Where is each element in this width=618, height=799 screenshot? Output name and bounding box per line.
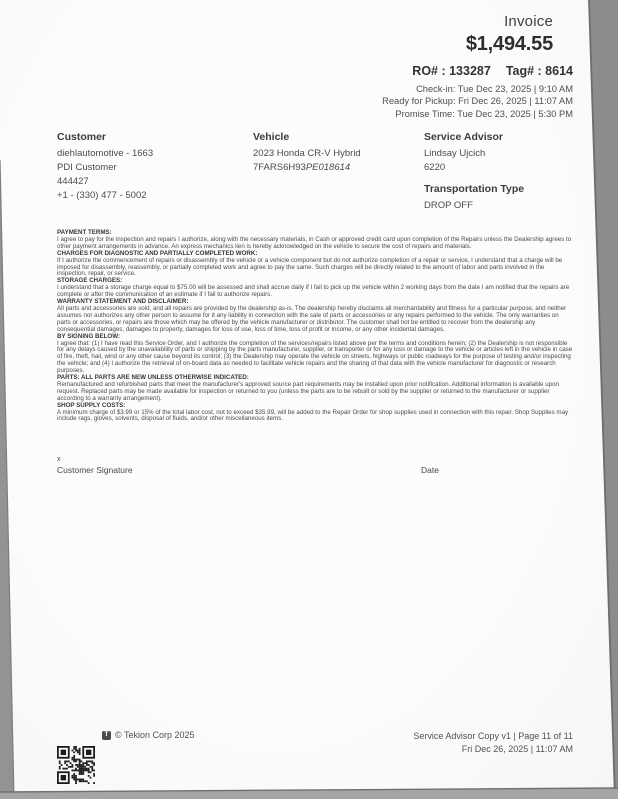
copyright-text: © Tekion Corp 2025 [115, 730, 195, 740]
service-advisor-name: Lindsay Ujcich [424, 148, 486, 159]
vehicle-model: 2023 Honda CR-V Hybrid [253, 148, 361, 159]
customer-type: PDI Customer [57, 162, 117, 173]
invoice-title: Invoice [504, 13, 553, 30]
signature-x-mark: x [57, 456, 61, 463]
checkin-line: Check-in: Tue Dec 23, 2025 | 9:10 AM [416, 84, 573, 94]
customer-id: 444427 [57, 176, 89, 187]
terms-section [57, 251, 573, 279]
terms-section [57, 299, 573, 334]
transportation-heading: Transportation Type [424, 183, 525, 195]
invoice-total-block [466, 13, 553, 56]
terms-section [57, 403, 573, 424]
customer-section [57, 131, 242, 203]
terms-heading: BY SIGNING BELOW: [57, 332, 121, 340]
terms-heading: PAYMENT TERMS: [57, 229, 112, 236]
terms-section [57, 375, 573, 403]
vehicle-heading: Vehicle [253, 131, 290, 143]
tag-number: Tag# : 8614 [505, 64, 573, 78]
footer-copyright-row [102, 730, 195, 740]
service-advisor-number: 6220 [424, 162, 446, 173]
service-advisor-section [424, 131, 574, 213]
copy-version-page: Service Advisor Copy v1 | Page 11 of 11 [413, 731, 573, 741]
vin-suffix: PE018614 [305, 162, 351, 173]
date-label: Date [421, 465, 439, 475]
terms-body: I agree to pay for the inspection and repairs I authorize, along with the necessary materials, in Cash or approved credit card upon completion of the Repairs unless the Dealership agrees to other payment arrangements in advance. An express mechanics lien is hereby acknowledged on the vehicle to secure the cost of repairs and materials. [57, 235, 572, 250]
vehicle-vin [253, 161, 418, 175]
terms-body: I agree that: (1) I have read this Service Order, and I authorize the completion of the services/repairs listed above per the terms and conditions herein; (2) the Dealership is not responsible for any delays caused by the unavailability of parts or shipping by the parts manufacturer, supplier, or transporter or for any loss or damage to the vehicle or articles left in the vehicle in case of fire, theft, hail, wind or any other cause beyond its control; (3) the Dealership may operate the vehicle on streets, highways or public roadways for the purpose of testing and/or inspecting the vehicle; and (4) I authorize the retrieval of on-board data as needed to facilitate vehicle repairs and the sharing of that data with the vehicle manufacturer for diagnostic or research purposes. [57, 339, 573, 375]
terms-heading: CHARGES FOR DIAGNOSTIC AND PARTIALLY COMPLETED WORK: [57, 249, 258, 257]
terms-body: Remanufactured and refurbished parts that meet the manufacturer's approved source part requirements may be installed upon prior notification. Additional information is available upon request. Replaced parts may be made available for inspection or returned to you (unless the parts are to be rebuilt or sold by the supplier or returned to the manufacturer or supplier according to a warranty arrangement). [57, 380, 559, 402]
terms-heading: PARTS: ALL PARTS ARE NEW UNLESS OTHERWISE INDICATED: [57, 374, 249, 382]
ready-for-pickup-line: Ready for Pickup: Fri Dec 26, 2025 | 11:07 AM [382, 96, 573, 107]
transportation-section [424, 183, 574, 213]
terms-heading: SHOP SUPPLY COSTS: [57, 401, 126, 409]
footer-datetime: Fri Dec 26, 2025 | 11:07 AM [461, 743, 573, 754]
vin-prefix: 7FARS6H93 [253, 162, 306, 173]
terms-body: A minimum charge of $3.99 or 15% of the total labor cost, not to exceed $35.99, will be added to the Repair Order for shop supplies used in connection with this repair. Shop Supplies may include rags, gloves, solvents, disposal of fluids, and/or other miscellaneous items. [57, 408, 569, 423]
tekion-logo-icon: T [102, 731, 111, 740]
terms-and-conditions [57, 230, 573, 423]
customer-heading: Customer [57, 131, 107, 143]
customer-name: diehlautomotive - 1663 [57, 148, 154, 159]
ro-number: RO# : 133287 [412, 64, 491, 78]
promise-time-line: Promise Time: Tue Dec 23, 2025 | 5:30 PM [395, 108, 573, 119]
vehicle-section [253, 131, 418, 175]
invoice-amount: $1,494.55 [465, 33, 553, 55]
terms-body: If I authorize the commencement of repairs or disassembly of the vehicle or a vehicle component but do not authorize completion of a repair or service, I understand that a charge will be imposed for disassembly, reassembly, or partially completed work and agree to pay the same. Such charges will be directly related to the amount of labor and parts involved in the inspection, repair, or service. [57, 256, 563, 278]
terms-heading: STORAGE CHARGES: [57, 277, 123, 285]
transportation-value: DROP OFF [424, 200, 473, 211]
customer-signature-label: Customer Signature [57, 465, 133, 475]
ro-header-block [382, 64, 573, 120]
schedule-lines [382, 83, 573, 120]
terms-section [57, 230, 573, 251]
qr-code [57, 746, 95, 784]
terms-body: All parts and accessories are sold, and all repairs are provided by the dealership as-is. The dealership hereby disclaims all merchantability and fitness for a particular purpose, and neither assumes nor authorizes any other person to assume for it any liability in connection with the sale of parts or accessories or any repairs performed to the vehicle. The only warranties on parts or accessories, or repairs are those which may be offered by the vehicle manufacturer or distributor. The customer shall not be entitled to recover from the dealership any consequential damages, damages to property, damages for loss of use, loss of time, loss of profit or income, or any other incidental damages. [57, 304, 567, 333]
footer-page-info [413, 730, 573, 756]
customer-phone: +1 - (330) 477 - 5002 [57, 190, 147, 201]
terms-section [57, 334, 573, 375]
terms-heading: WARRANTY STATEMENT AND DISCLAIMER: [57, 298, 189, 306]
service-advisor-heading: Service Advisor [424, 131, 503, 143]
terms-body: I understand that a storage charge equal to $75.00 will be assessed and shall accrue daily if I fail to pick up the vehicle within 2 working days from the date I am notified that the repairs are complete or after the communication of an estimate if I fail to authorize repairs. [57, 284, 570, 299]
terms-section [57, 278, 573, 299]
ro-tag-line [382, 64, 573, 78]
